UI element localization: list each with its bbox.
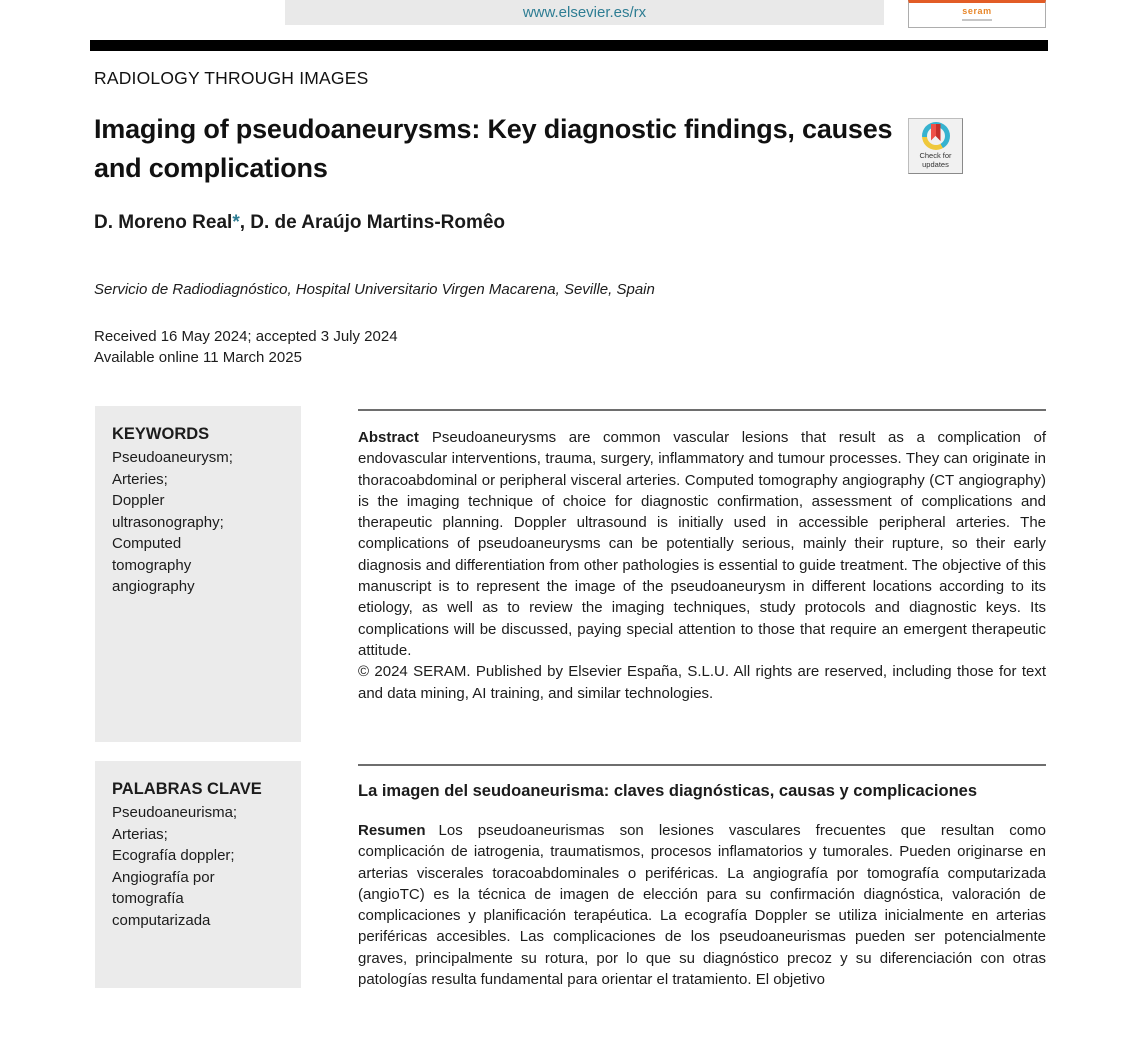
keyword-line: Computed — [112, 535, 182, 552]
journal-header-bar — [285, 0, 884, 25]
palabra-clave-line: Pseudoaneurisma; — [112, 804, 238, 821]
seram-tagline-line — [962, 19, 992, 21]
spanish-title: La imagen del seudoaneurisma: claves diagnósticas, causas y complicaciones — [358, 782, 978, 800]
resumen-label: Resumen — [358, 822, 426, 839]
keyword-line: ultrasonography; — [112, 513, 224, 531]
article-section-label: RADIOLOGY THROUGH IMAGES — [94, 68, 369, 88]
corresponding-author-asterisk-link[interactable]: * — [232, 212, 240, 233]
seram-logo — [908, 0, 1046, 28]
keyword-line: Arteries; — [112, 470, 168, 488]
bookmark-icon — [931, 124, 941, 141]
keyword-line: angiography — [112, 578, 195, 595]
palabra-clave-line: Ecografía doppler; — [112, 847, 235, 864]
check-badge-line1: Check for — [919, 151, 952, 160]
abstract-section — [358, 427, 1046, 704]
resumen-paragraph — [358, 820, 1046, 990]
keyword-line: Doppler — [112, 492, 165, 509]
abstract-paragraph — [358, 427, 1046, 661]
header-divider-bar — [90, 40, 1048, 51]
palabra-clave-line: Arterias; — [112, 825, 168, 843]
resumen-text: Los pseudoaneurismas son lesiones vasculares frecuentes que resultan como complicación de iatrogenia, traumatismos, procesos inflamatorios y tumorales. Pueden originarse en arterias viscerales toracoabdominales o periféricas. La angiografía por tomografía computarizada (angioTC) es la técnica de imagen de elección para su confirmación diagnóstica, valoración de complicaciones y planificación terapéutica. La ecografía Doppler se utiliza inicialmente en arterias periféricas accesibles. Las complicaciones de los pseudoaneurismas pueden ser potencialmente graves, principalmente su rotura, por lo que su diagnóstico precoz y su diferenciación con otras patologías resulta fundamental para orientar el tratamiento. El objetivo — [358, 822, 1046, 989]
keywords-heading: KEYWORDS — [112, 425, 210, 443]
available-online-date: Available online 11 March 2025 — [94, 349, 302, 366]
palabra-clave-line: Angiografía por — [112, 868, 215, 886]
abstract-label: Abstract — [358, 429, 419, 446]
check-badge-label — [909, 152, 962, 169]
palabra-clave-line: computarizada — [112, 911, 211, 929]
keyword-line: tomography — [112, 556, 192, 574]
affiliation: Servicio de Radiodiagnóstico, Hospital Universitario Virgen Macarena, Seville, Spain — [94, 281, 655, 298]
palabras-clave-heading: PALABRAS CLAVE — [112, 780, 262, 798]
check-for-updates-badge[interactable] — [908, 118, 963, 174]
keywords-box-spanish — [95, 761, 301, 988]
check-badge-line2: updates — [922, 159, 949, 169]
palabra-clave-line: tomografía — [112, 890, 184, 907]
abstract-top-rule — [358, 409, 1046, 411]
keyword-line: Pseudoaneurysm; — [112, 449, 233, 466]
copyright-notice: © 2024 SERAM. Published by Elsevier España, S.L.U. All rights are reserved, including those for text and data mining, AI training, and similar technologies. — [358, 663, 1046, 702]
abstract-text: Pseudoaneurysms are common vascular lesions that result as a complication of endovascular interventions, trauma, surgery, inflammatory and tumour processes. They can originate in thoracoabdominal or peripheral visceral arteries. Computed tomography angiography (CT angiography) is the imaging technique of choice for diagnostic confirmation, assessment of complications and therapeutic planning. Doppler ultrasound is initially used in accessible peripheral arteries. The complications of pseudoaneurysms can be potentially serious, mainly their rupture, so their early diagnosis and differentiation from other pathologies is essential to guide treatment. The objective of this manuscript is to represent the image of the pseudoaneurysm in different locations according to its etiology, as well as to review the imaging techniques, study protocols and diagnostic keys. Its complications will be discussed, paying special attention to those that require an emergent therapeutic attitude. — [358, 429, 1046, 659]
spanish-section-top-rule — [358, 764, 1046, 766]
elsevier-journal-link[interactable]: www.elsevier.es/rx — [522, 4, 647, 21]
seram-logo-text: seram — [962, 6, 992, 16]
author-1: D. Moreno Real — [94, 212, 233, 233]
resumen-section — [358, 820, 1046, 992]
article-title: Imaging of pseudoaneurysms: Key diagnostic findings, causes and complications — [94, 114, 893, 183]
author-list — [94, 212, 505, 234]
crossmark-icon — [922, 122, 950, 150]
received-accepted-dates: Received 16 May 2024; accepted 3 July 2024 — [94, 328, 398, 345]
keywords-box-english — [95, 406, 301, 742]
author-2: , D. de Araújo Martins-Romêo — [239, 212, 506, 233]
